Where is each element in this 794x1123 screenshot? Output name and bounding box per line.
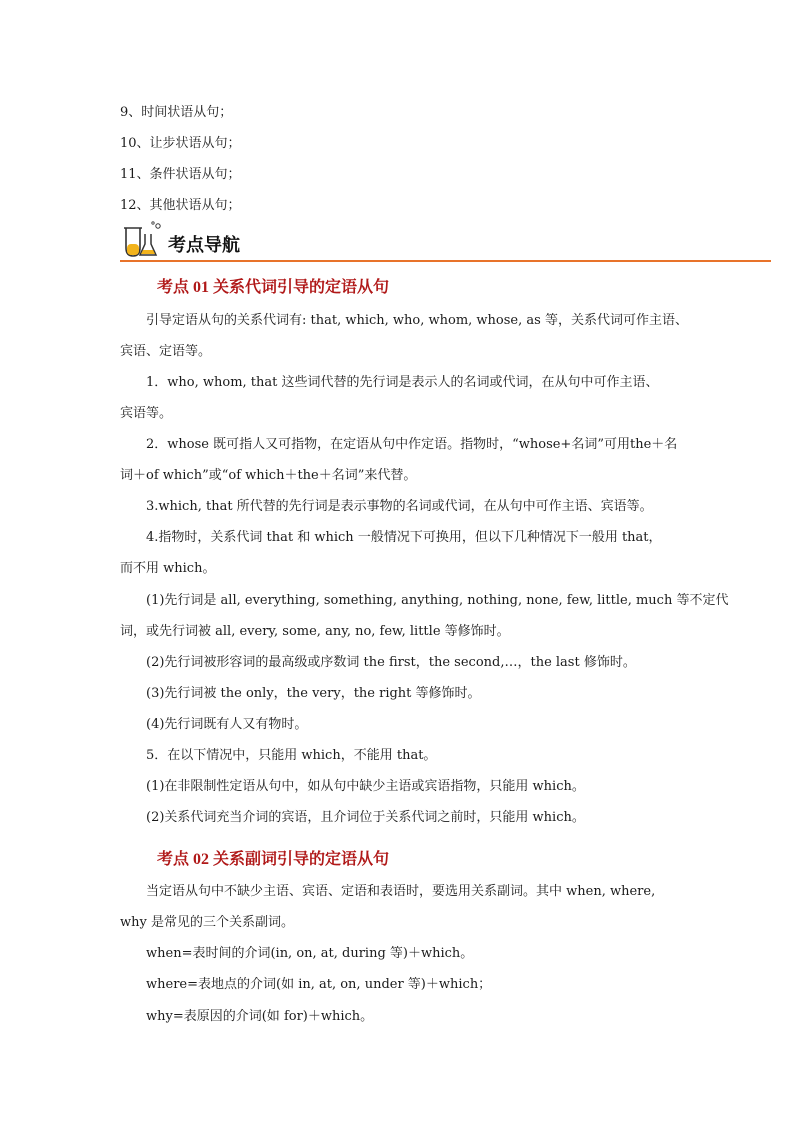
paragraph: 而不用 which。 — [120, 561, 216, 576]
paragraph: 1．who, whom, that 这些词代替的先行词是表示人的名词或代词，在从句中可作主语、 — [146, 375, 659, 390]
paragraph: when=表时间的介词(in, on, at, during 等)＋which。 — [146, 946, 474, 961]
paragraph: 宾语、定语等。 — [120, 344, 212, 359]
paragraph: 宾语等。 — [120, 406, 173, 421]
section-banner — [120, 218, 771, 266]
paragraph: (2)先行词被形容词的最高级或序数词 the first，the second,…，the last 修饰时。 — [146, 655, 636, 670]
list-item: 10、让步状语从句； — [120, 136, 241, 151]
paragraph: (2)关系代词充当介词的宾语，且介词位于关系代词之前时，只能用 which。 — [146, 810, 585, 825]
paragraph: 词＋of which”或“of which＋the＋名词”来代替。 — [120, 468, 417, 483]
flask-icon — [120, 220, 164, 260]
paragraph: 3.which, that 所代替的先行词是表示事物的名词或代词，在从句中可作主语、宾语等。 — [146, 499, 653, 514]
paragraph: 词，或先行词被 all, every, some, any, no, few, little 等修饰时。 — [120, 624, 510, 639]
paragraph: 引导定语从句的关系代词有: that, which, who, whom, whose, as 等，关系代词可作主语、 — [146, 313, 688, 328]
section-divider — [120, 260, 771, 262]
list-item: 9、时间状语从句； — [120, 105, 233, 120]
paragraph: 2．whose 既可指人又可指物，在定语从句中作定语。指物时，“whose+名词”可用the＋名 — [146, 437, 678, 452]
paragraph: 4.指物时，关系代词 that 和 which 一般情况下可换用，但以下几种情况下一般用 that， — [146, 530, 662, 545]
paragraph: where=表地点的介词(如 in, at, on, under 等)＋which； — [146, 977, 492, 992]
point-02-heading: 考点 02 关系副词引导的定语从句 — [157, 851, 390, 868]
paragraph: (3)先行词被 the only，the very，the right 等修饰时。 — [146, 686, 481, 701]
paragraph: why 是常见的三个关系副词。 — [120, 915, 294, 930]
list-item: 11、条件状语从句； — [120, 167, 241, 182]
point-01-heading: 考点 01 关系代词引导的定语从句 — [157, 279, 390, 296]
paragraph: 当定语从句中不缺少主语、宾语、定语和表语时，要选用关系副词。其中 when, where, — [146, 884, 656, 899]
list-item: 12、其他状语从句； — [120, 198, 241, 213]
paragraph: (1)在非限制性定语从句中，如从句中缺少主语或宾语指物，只能用 which。 — [146, 779, 585, 794]
paragraph: why=表原因的介词(如 for)＋which。 — [146, 1009, 374, 1024]
section-title: 考点导航 — [168, 235, 240, 256]
paragraph: (1)先行词是 all, everything, something, anything, nothing, none, few, little, much 等不定代 — [146, 593, 729, 608]
paragraph: 5．在以下情况中，只能用 which，不能用 that。 — [146, 748, 437, 763]
paragraph: (4)先行词既有人又有物时。 — [146, 717, 308, 732]
